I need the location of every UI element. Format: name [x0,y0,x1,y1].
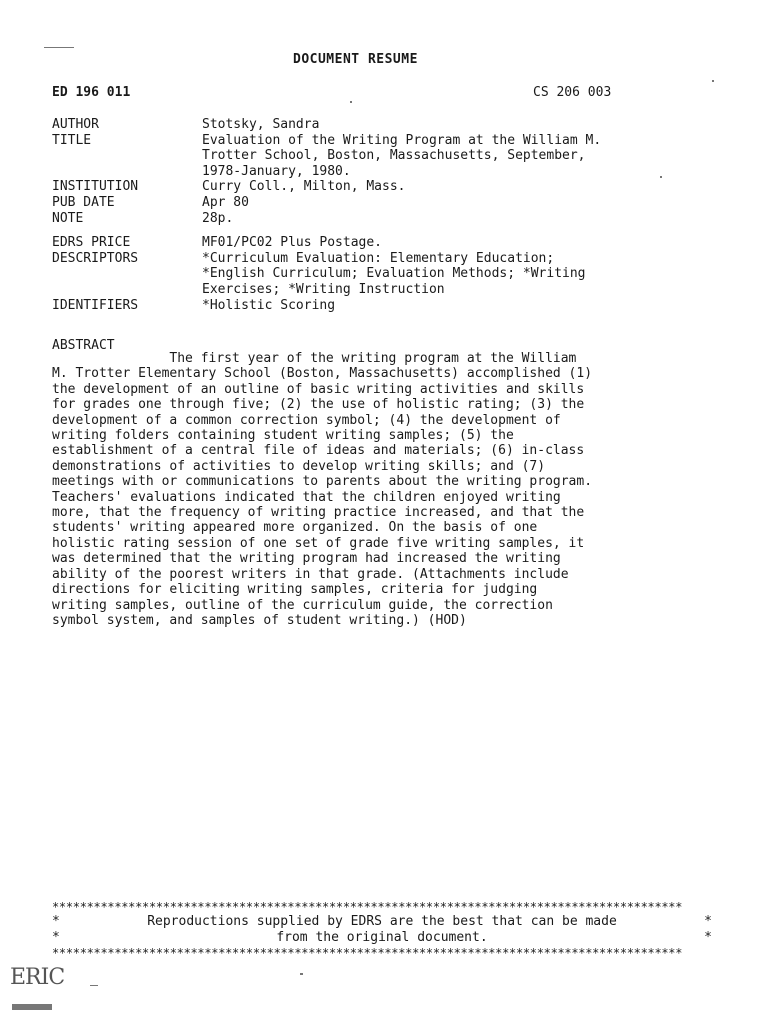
star-border-bottom: ******************************************************************************************* [52,946,683,960]
field-institution [52,179,672,195]
scan-speck [350,101,352,103]
field-value: Evaluation of the Writing Program at the William M. Trotter School, Boston, Massachusetts, September, 1978-January, 1980. [202,132,602,179]
reproduction-notice-2 [52,930,712,946]
abstract-label: ABSTRACT [52,338,115,353]
field-identifiers [52,298,672,314]
field-label: INSTITUTION [52,179,139,195]
star-border-top: ******************************************************************************************* [52,900,683,914]
field-note [52,211,672,227]
field-value: *Holistic Scoring [202,297,336,313]
cs-number: CS 206 003 [533,85,612,100]
field-label: EDRS PRICE [52,235,131,251]
notice-line-2: from the original document. [276,930,488,945]
field-descriptors [52,251,672,298]
star-left: * [52,914,60,929]
ed-number: ED 196 011 [52,85,131,100]
eric-logo-bar [12,1004,52,1010]
reproduction-notice [52,914,712,930]
star-left: * [52,930,60,945]
field-title [52,133,672,180]
field-label: NOTE [52,210,84,226]
field-value: Apr 80 [202,194,249,210]
star-right: * [704,930,712,945]
field-author [52,117,672,133]
scan-speck [712,80,714,82]
scan-speck [660,176,662,178]
field-edrs-price [52,235,672,251]
scan-speck [44,47,74,48]
field-value: *Curriculum Evaluation: Elementary Education; *English Curriculum; Evaluation Methods; *Writing Exercises; *Writing Instruction [202,250,586,297]
document-title: DOCUMENT RESUME [293,52,418,67]
field-label: AUTHOR [52,117,99,132]
field-value: Stotsky, Sandra [202,117,320,132]
abstract-text: The first year of the writing program at the William M. Trotter Elementary School (Boston, Massachusetts) accomplished (1) the development of an outline of basic writing activities and skills for grades one through five; (2) the use of holistic rating; (3) the development of a common correction symbol; (4) the development of writing folders containing student writing samples; (5) the establishment of a central file of ideas and materials; (6) in-class demonstrations of activities to develop writing skills; and (7) meetings with or communications to parents about the writing program. Teachers' evaluations indicated that the children enjoyed writing more, that the frequency of writing practice increased, and that the students' writing appeared more organized. On the basis of one holistic rating session of one set of grade five writing samples, it was determined that the writing program had increased the writing ability of the poorest writers in that grade. (Attachments include directions for eliciting writing samples, criteria for judging writing samples, outline of the curriculum guide, the correction symbol system, and samples of student writing.) (HOD) [52,351,593,628]
notice-line-1: Reproductions supplied by EDRS are the best that can be made [147,914,617,929]
eric-logo-text: ERIC [10,965,65,990]
field-label: PUB DATE [52,194,115,210]
scan-speck [300,973,303,975]
field-label: IDENTIFIERS [52,297,139,313]
scan-speck [90,985,98,986]
field-label: TITLE [52,132,92,148]
metadata-fields [52,117,672,313]
field-pub-date [52,195,672,211]
star-right: * [704,914,712,929]
field-label: DESCRIPTORS [52,250,139,266]
field-value: Curry Coll., Milton, Mass. [202,179,406,195]
eric-logo [10,965,65,1016]
field-value: 28p. [202,210,234,226]
field-value: MF01/PC02 Plus Postage. [202,235,383,251]
